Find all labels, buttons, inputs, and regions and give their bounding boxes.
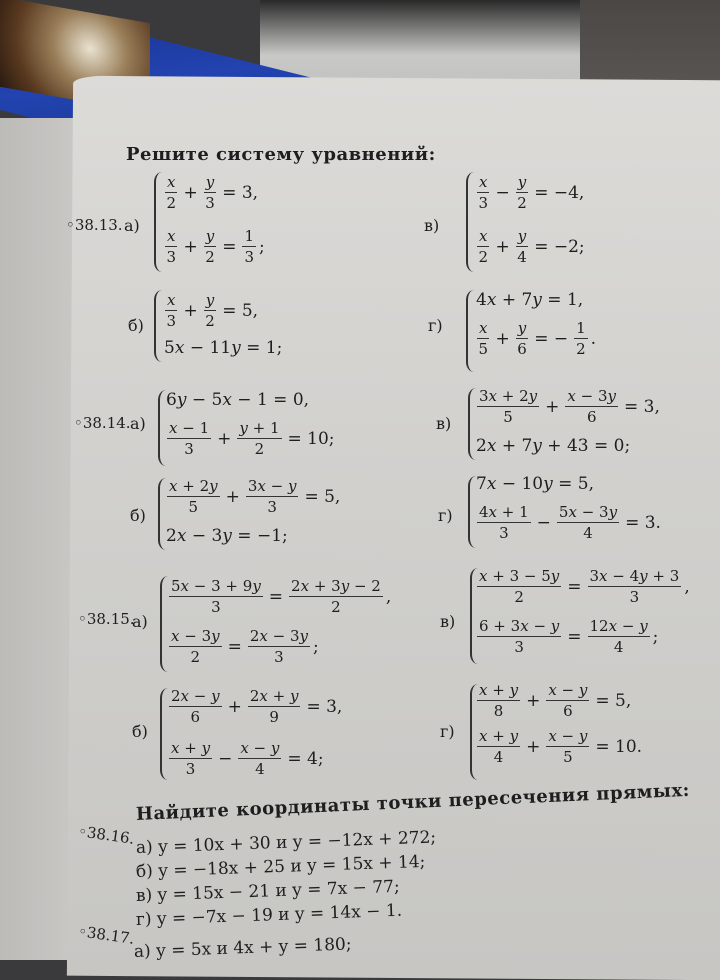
equation: $\frac{5x - 3 + 9y}{3}$ = $\frac{2x + 3y - 2}{2}$ ,: [171, 577, 392, 616]
equation-text: y = 5x и 4x + y = 180;: [155, 934, 352, 962]
part-label-g: г): [428, 316, 443, 335]
equation: $\frac{3x + 2y}{5}$ + $\frac{x - 3y}{6}$ = 3,: [479, 387, 660, 426]
equation: 5x − 11y = 1;: [164, 338, 283, 358]
equation: 7x − 10y = 5,: [476, 474, 594, 494]
equation: $\frac{4x + 1}{3}$ − $\frac{5x - 3y}{4}$ = 3.: [479, 503, 661, 542]
part-label-v: в): [424, 216, 440, 235]
equation: 2x + 7y + 43 = 0;: [476, 436, 631, 456]
part-label-a: а): [135, 837, 154, 858]
equation-text: y = −7x − 19 и y = 14x − 1.: [156, 900, 403, 930]
part-label-g: г): [135, 909, 152, 930]
part-label-g: г): [438, 506, 453, 525]
equation: $\frac{x}{3}$ + $\frac{y}{2}$ = $\frac{1}{3}$ ;: [166, 227, 265, 266]
part-label-v: в): [135, 885, 153, 906]
equation: $\frac{2x - y}{6}$ + $\frac{2x + y}{9}$ = 3,: [171, 687, 343, 726]
equation: $\frac{x + y}{4}$ + $\frac{x - y}{5}$ = 10.: [479, 727, 643, 766]
equation-text: y = 10x + 30 и y = −12x + 272;: [157, 827, 437, 858]
problem-number-38-14: ◦38.14.: [74, 414, 131, 432]
part-label-a: а): [133, 941, 152, 962]
equation: $\frac{x + 2y}{5}$ + $\frac{3x - y}{3}$ = 5,: [169, 477, 341, 516]
part-label-b: б): [128, 316, 144, 335]
section-heading-intersection: Найдите координаты точки пересечения прямых:: [135, 779, 691, 825]
problem-number-38-16: ◦38.16.: [77, 822, 136, 848]
equation: 2x − 3y = −1;: [166, 526, 288, 546]
part-label-b: б): [135, 861, 154, 882]
part-label-a: а): [132, 612, 148, 631]
left-page-edge: [0, 118, 78, 960]
section-heading-solve-system: Решите систему уравнений:: [126, 144, 436, 165]
equation: $\frac{x + 3 - 5y}{2}$ = $\frac{3x - 4y + 3}{3}$ ,: [479, 567, 690, 606]
equation: $\frac{x}{2}$ + $\frac{y}{3}$ = 3,: [166, 173, 259, 212]
equation-text: y = 15x − 21 и y = 7x − 77;: [157, 876, 400, 906]
part-label-g: г): [440, 722, 455, 741]
equation: $\frac{x}{2}$ + $\frac{y}{4}$ = −2;: [478, 227, 585, 266]
equation: $\frac{6 + 3x - y}{3}$ = $\frac{12x - y}{4}$ ;: [479, 617, 659, 656]
equation: $\frac{x - 3y}{2}$ = $\frac{2x - 3y}{3}$ ;: [171, 627, 319, 666]
part-label-b: б): [132, 722, 148, 741]
problem-number-38-13: ◦38.13.: [66, 216, 123, 234]
equation: $\frac{x}{3}$ − $\frac{y}{2}$ = −4,: [478, 173, 585, 212]
equation: $\frac{x}{3}$ + $\frac{y}{2}$ = 5,: [166, 291, 259, 330]
equation: 6y − 5x − 1 = 0,: [166, 390, 310, 410]
part-label-v: в): [440, 612, 456, 631]
problem-number-38-17: ◦38.17.: [77, 922, 136, 948]
equation: 4x + 7y = 1,: [476, 290, 584, 310]
problem-number-38-15: ◦38.15.: [78, 610, 135, 628]
part-label-b: б): [130, 506, 146, 525]
equation-text: y = −18x + 25 и y = 15x + 14;: [157, 851, 426, 882]
part-label-a: а): [130, 414, 146, 433]
part-label-v: в): [436, 414, 452, 433]
equation: $\frac{x - 1}{3}$ + $\frac{y + 1}{2}$ = 10;: [169, 419, 335, 458]
equation: $\frac{x}{5}$ + $\frac{y}{6}$ = − $\frac{1}{2}$ .: [478, 319, 597, 358]
equation: $\frac{x + y}{3}$ − $\frac{x - y}{4}$ = 4;: [171, 739, 324, 778]
equation: $\frac{x + y}{8}$ + $\frac{x - y}{6}$ = 5,: [479, 681, 632, 720]
part-label-a: а): [124, 216, 140, 235]
